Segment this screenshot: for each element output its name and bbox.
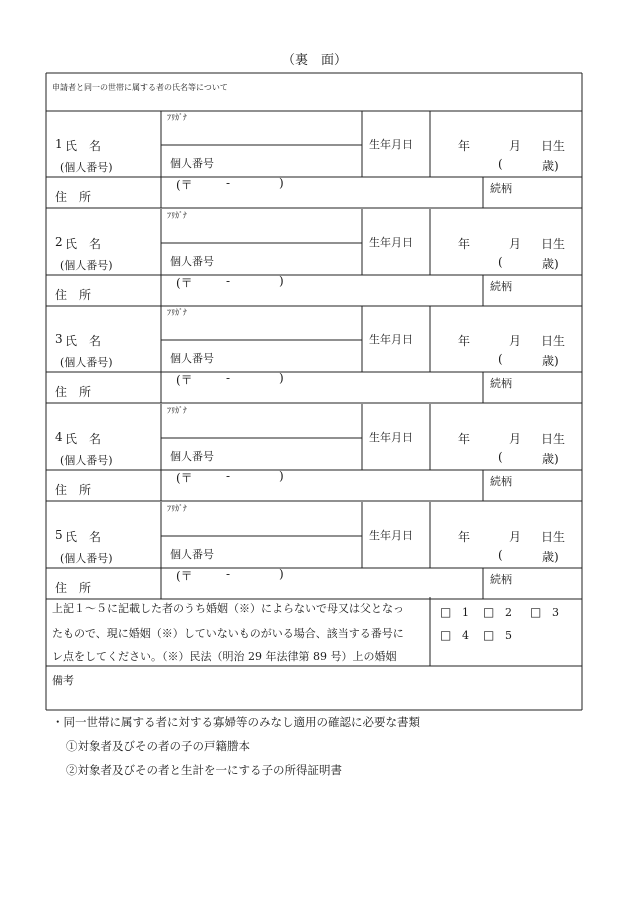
month-label: 月 bbox=[509, 530, 522, 544]
postal-open-label: (〒 bbox=[176, 471, 193, 485]
person-number: 4 bbox=[55, 430, 63, 444]
age-open-label: ( bbox=[498, 255, 503, 269]
age-open-label: ( bbox=[498, 450, 503, 464]
name-label: 氏 名 bbox=[65, 432, 102, 446]
kojin-bango-label: 個人番号 bbox=[170, 450, 214, 463]
birth-date-label: 生年月日 bbox=[369, 138, 413, 151]
month-label: 月 bbox=[509, 139, 522, 153]
relation-label: 続柄 bbox=[490, 280, 512, 293]
age-open-label: ( bbox=[498, 352, 503, 366]
age-close-label: 歳) bbox=[542, 452, 559, 466]
person-number: 2 bbox=[55, 235, 63, 249]
age-close-label: 歳) bbox=[542, 159, 559, 173]
year-label: 年 bbox=[458, 237, 471, 251]
age-close-label: 歳) bbox=[542, 257, 559, 271]
postal-open-label: (〒 bbox=[176, 276, 193, 290]
remarks-label: 備考 bbox=[52, 674, 74, 687]
statement-line-2: たもので、現に婚姻（※）していないものがいる場合、該当する番号に bbox=[52, 627, 404, 640]
checkbox-number-label: 1 bbox=[462, 606, 469, 619]
address-label: 住 所 bbox=[55, 581, 92, 595]
address-label: 住 所 bbox=[55, 385, 92, 399]
postal-open-label: (〒 bbox=[176, 373, 193, 387]
birth-date-label: 生年月日 bbox=[369, 333, 413, 346]
postal-open-label: (〒 bbox=[176, 178, 193, 192]
person-number: 1 bbox=[55, 137, 63, 151]
age-open-label: ( bbox=[498, 157, 503, 171]
relation-label: 続柄 bbox=[490, 573, 512, 586]
month-label: 月 bbox=[509, 432, 522, 446]
intro-text: 申請者と同一の世帯に属する者の氏名等について bbox=[52, 83, 228, 92]
year-label: 年 bbox=[458, 139, 471, 153]
number-paren-label: (個人番号) bbox=[60, 161, 113, 174]
address-label: 住 所 bbox=[55, 483, 92, 497]
number-paren-label: (個人番号) bbox=[60, 454, 113, 467]
furigana-label: ﾌﾘｶﾞﾅ bbox=[167, 308, 187, 317]
notes-item-1: ①対象者及びその者の子の戸籍謄本 bbox=[66, 739, 250, 753]
name-label: 氏 名 bbox=[65, 237, 102, 251]
day-birth-label: 日生 bbox=[541, 237, 566, 251]
furigana-label: ﾌﾘｶﾞﾅ bbox=[167, 504, 187, 513]
postal-close-label: ) bbox=[279, 176, 284, 190]
relation-label: 続柄 bbox=[490, 377, 512, 390]
checkbox-2[interactable]: □ bbox=[483, 605, 495, 619]
checkbox-1[interactable]: □ bbox=[440, 605, 452, 619]
birth-date-label: 生年月日 bbox=[369, 431, 413, 444]
checkbox-number-label: 4 bbox=[462, 629, 469, 642]
name-label: 氏 名 bbox=[65, 530, 102, 544]
address-label: 住 所 bbox=[55, 190, 92, 204]
checkbox-5[interactable]: □ bbox=[483, 628, 495, 642]
postal-dash-label: - bbox=[226, 371, 231, 385]
postal-close-label: ) bbox=[279, 274, 284, 288]
age-close-label: 歳) bbox=[542, 550, 559, 564]
postal-dash-label: - bbox=[226, 274, 231, 288]
birth-date-label: 生年月日 bbox=[369, 236, 413, 249]
postal-dash-label: - bbox=[226, 567, 231, 581]
number-paren-label: (個人番号) bbox=[60, 552, 113, 565]
checkbox-3[interactable]: □ bbox=[530, 605, 542, 619]
postal-dash-label: - bbox=[226, 176, 231, 190]
checkbox-number-label: 2 bbox=[505, 606, 512, 619]
person-number: 5 bbox=[55, 528, 63, 542]
kojin-bango-label: 個人番号 bbox=[170, 548, 214, 561]
year-label: 年 bbox=[458, 530, 471, 544]
person-number: 3 bbox=[55, 332, 63, 346]
furigana-label: ﾌﾘｶﾞﾅ bbox=[167, 406, 187, 415]
year-label: 年 bbox=[458, 432, 471, 446]
statement-line-1: 上記１～５に記載した者のうち婚姻（※）によらないで母又は父となっ bbox=[52, 602, 404, 615]
birth-date-label: 生年月日 bbox=[369, 529, 413, 542]
month-label: 月 bbox=[509, 334, 522, 348]
number-paren-label: (個人番号) bbox=[60, 356, 113, 369]
relation-label: 続柄 bbox=[490, 182, 512, 195]
furigana-label: ﾌﾘｶﾞﾅ bbox=[167, 211, 187, 220]
day-birth-label: 日生 bbox=[541, 334, 566, 348]
day-birth-label: 日生 bbox=[541, 139, 566, 153]
day-birth-label: 日生 bbox=[541, 530, 566, 544]
postal-close-label: ) bbox=[279, 371, 284, 385]
age-open-label: ( bbox=[498, 548, 503, 562]
furigana-label: ﾌﾘｶﾞﾅ bbox=[167, 113, 187, 122]
month-label: 月 bbox=[509, 237, 522, 251]
checkbox-4[interactable]: □ bbox=[440, 628, 452, 642]
address-label: 住 所 bbox=[55, 288, 92, 302]
page-title: （裏 面） bbox=[282, 53, 348, 68]
name-label: 氏 名 bbox=[65, 334, 102, 348]
name-label: 氏 名 bbox=[65, 139, 102, 153]
postal-close-label: ) bbox=[279, 567, 284, 581]
checkbox-number-label: 3 bbox=[552, 606, 559, 619]
statement-line-3: レ点をしてください。（※）民法（明治 29 年法律第 89 号）上の婚姻 bbox=[52, 650, 397, 663]
notes-heading: ・同一世帯に属する者に対する寡婦等のみなし適用の確認に必要な書類 bbox=[52, 715, 420, 729]
number-paren-label: (個人番号) bbox=[60, 259, 113, 272]
age-close-label: 歳) bbox=[542, 354, 559, 368]
notes-item-2: ②対象者及びその者と生計を一にする子の所得証明書 bbox=[66, 763, 342, 777]
postal-open-label: (〒 bbox=[176, 569, 193, 583]
postal-dash-label: - bbox=[226, 469, 231, 483]
kojin-bango-label: 個人番号 bbox=[170, 255, 214, 268]
postal-close-label: ) bbox=[279, 469, 284, 483]
day-birth-label: 日生 bbox=[541, 432, 566, 446]
kojin-bango-label: 個人番号 bbox=[170, 157, 214, 170]
year-label: 年 bbox=[458, 334, 471, 348]
relation-label: 続柄 bbox=[490, 475, 512, 488]
checkbox-number-label: 5 bbox=[505, 629, 512, 642]
kojin-bango-label: 個人番号 bbox=[170, 352, 214, 365]
